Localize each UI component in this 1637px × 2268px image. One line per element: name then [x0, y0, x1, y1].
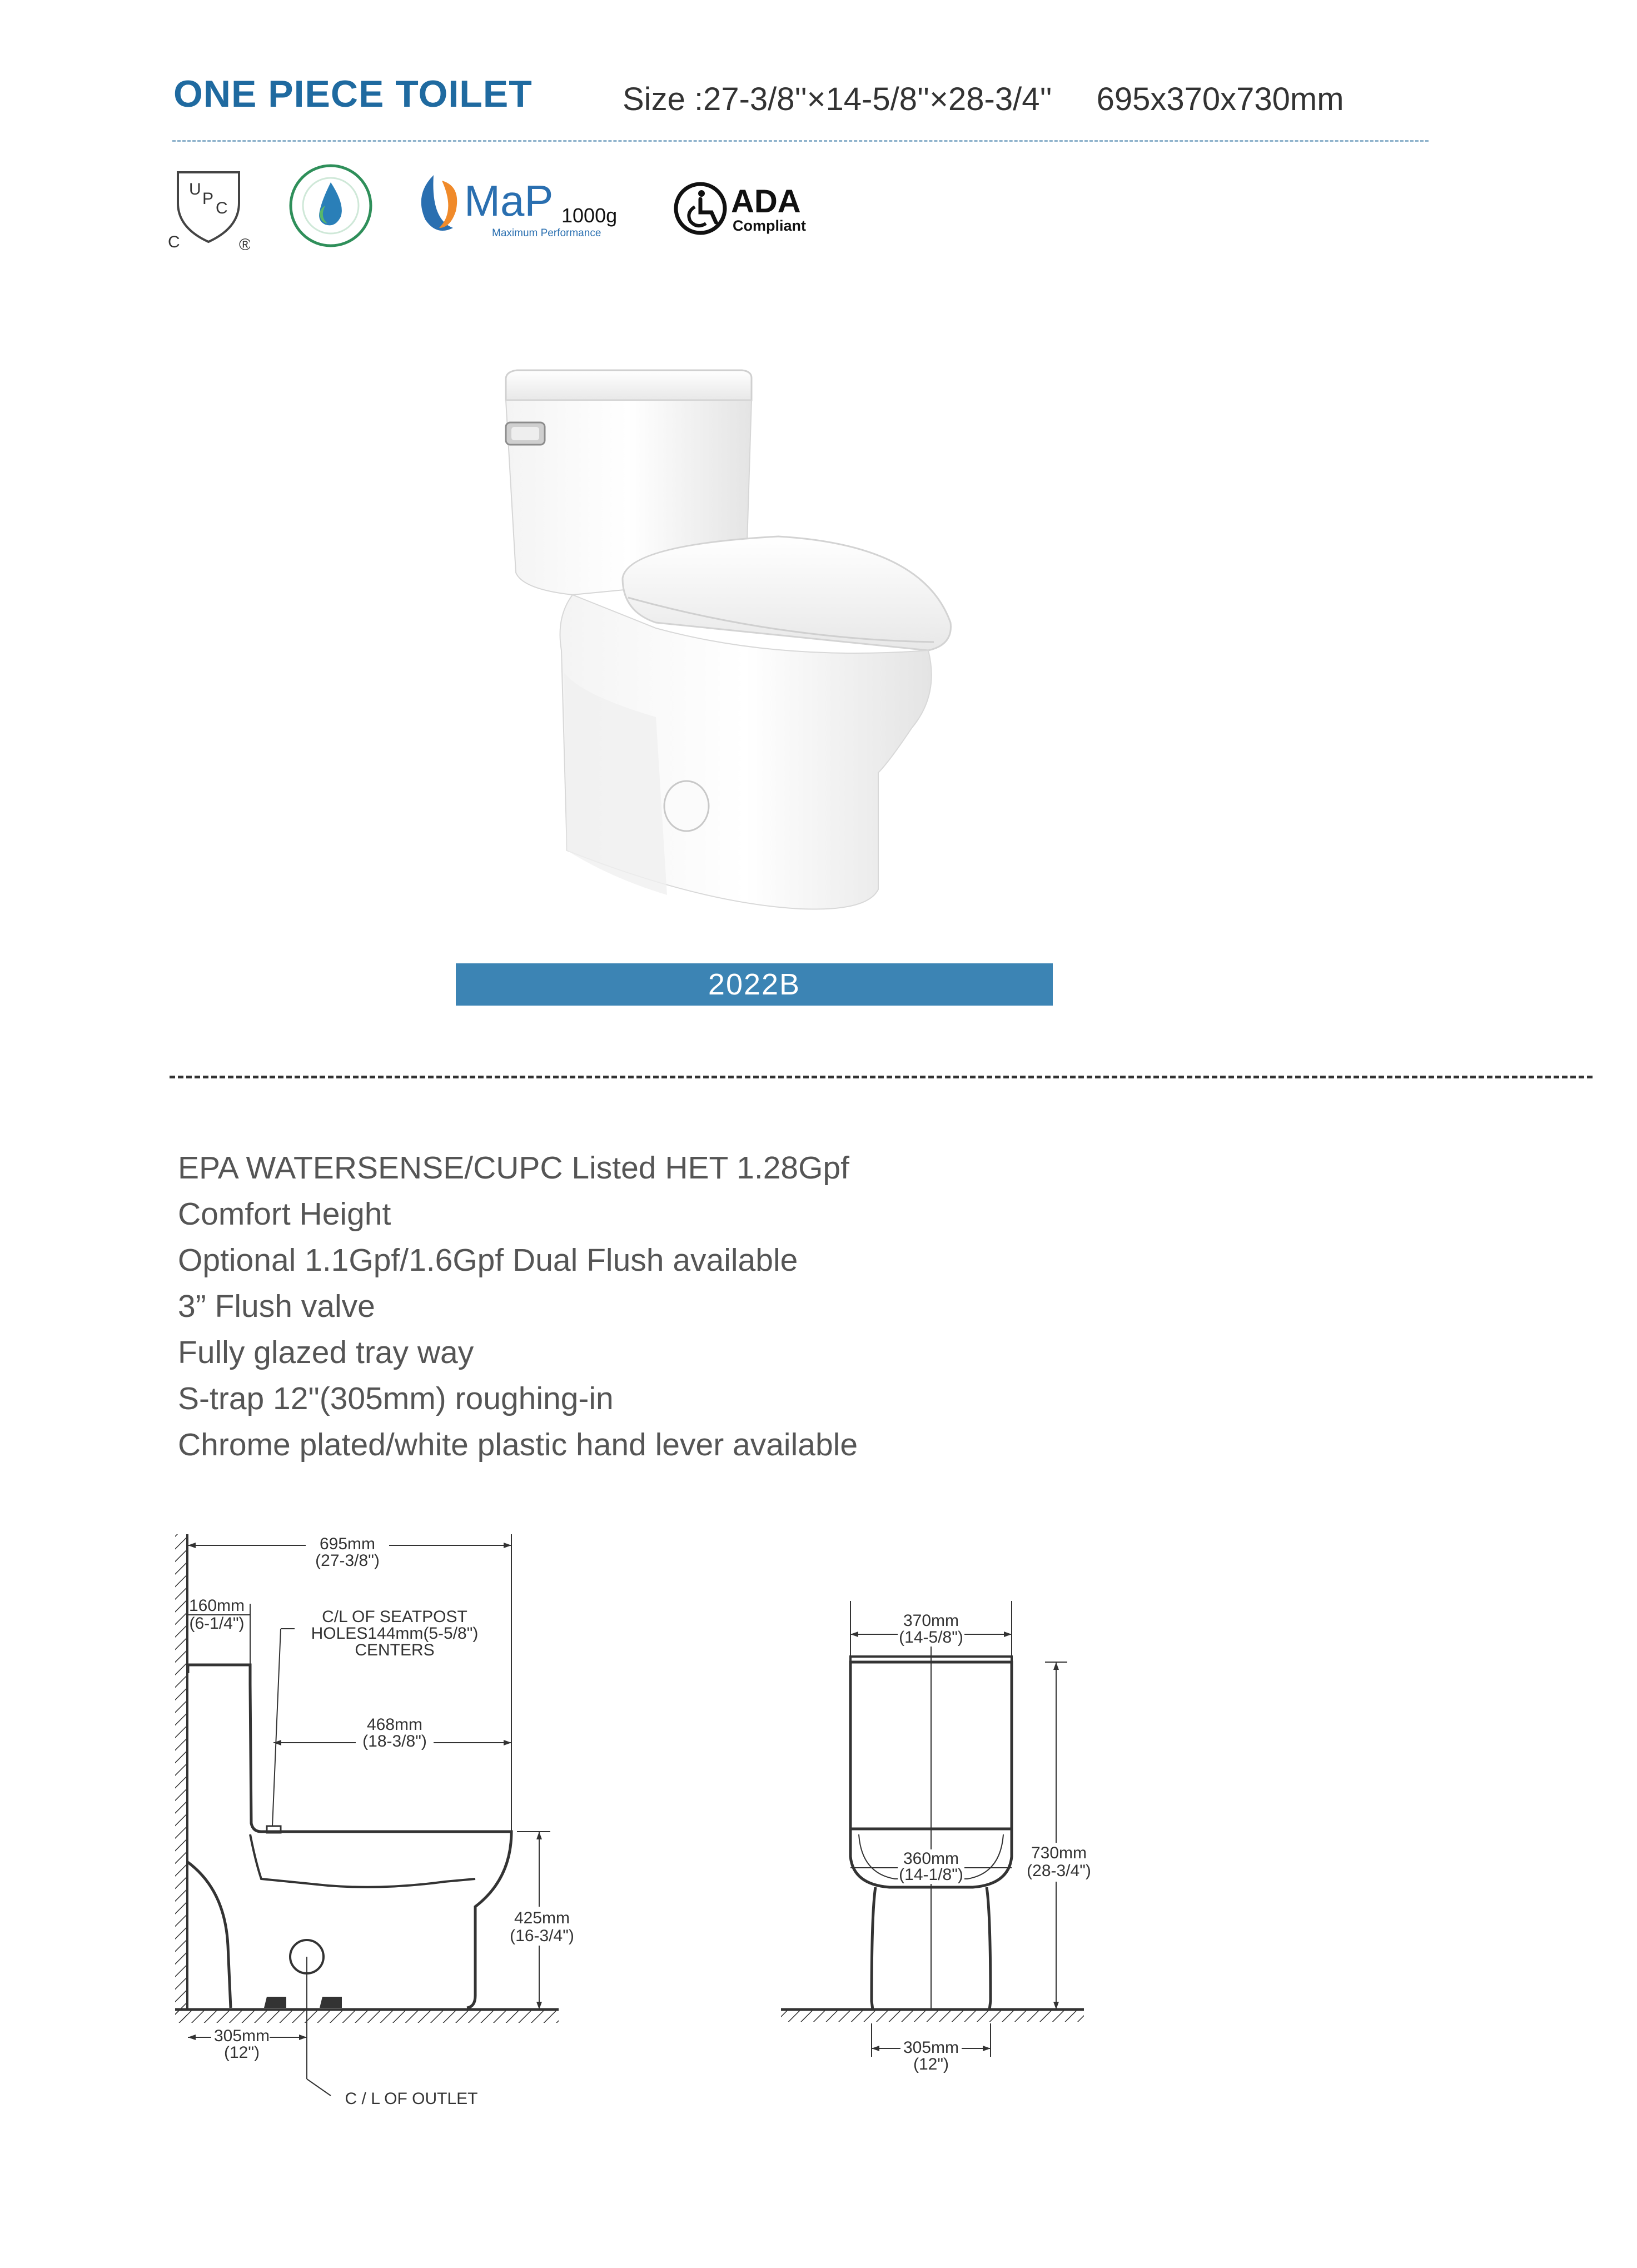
svg-text:C: C: [216, 199, 228, 217]
dim-seat-height-in: (16-3/4"): [510, 1927, 574, 1945]
seatpost-note-line1: C/L OF SEATPOST: [322, 1608, 467, 1626]
dim-front-height-in: (28-3/4"): [1027, 1862, 1091, 1880]
seatpost-note-line2: HOLES144mm(5-5/8"): [311, 1624, 479, 1643]
ada-sublabel: Compliant: [733, 217, 806, 234]
map-rating: 1000g: [561, 204, 618, 227]
feature-item: Comfort Height: [178, 1196, 391, 1232]
dim-front-width-mm: 370mm: [903, 1612, 959, 1630]
feature-item: S-trap 12"(305mm) roughing-in: [178, 1381, 614, 1416]
dim-base-mm: 305mm: [903, 2038, 959, 2057]
feature-item: Optional 1.1Gpf/1.6Gpf Dual Flush available: [178, 1242, 798, 1278]
map-logo-icon: [411, 167, 645, 245]
upc-c-mark: C: [168, 233, 180, 251]
ada-label: ADA: [731, 183, 801, 220]
dim-seat-height-mm: 425mm: [514, 1909, 570, 1927]
size-mm: 695x370x730mm: [1096, 81, 1344, 117]
header-divider: [172, 140, 1429, 142]
feature-item: EPA WATERSENSE/CUPC Listed HET 1.28Gpf: [178, 1150, 849, 1186]
seatpost-note-line3: CENTERS: [355, 1641, 435, 1659]
size-spec: [623, 81, 1344, 118]
feature-item: Fully glazed tray way: [178, 1335, 474, 1370]
feature-list: [178, 1145, 858, 1468]
section-divider: [170, 1076, 1593, 1078]
dim-front-width-in: (14-5/8"): [899, 1628, 963, 1647]
outlet-note: C / L OF OUTLET: [345, 2090, 478, 2108]
size-inches: Size :27-3/8''×14-5/8''×28-3/4'': [623, 81, 1052, 117]
upc-r-mark: ®: [239, 236, 250, 253]
wheelchair-icon: [676, 184, 725, 233]
dim-overall-length-mm: 695mm: [319, 1535, 376, 1553]
dim-tank-depth-in: (6-1/4"): [189, 1614, 245, 1633]
map-brand: MaP: [464, 176, 554, 225]
dim-bowl-width-in: (14-1/8"): [899, 1866, 963, 1884]
dim-tank-depth-mm: 160mm: [188, 1596, 245, 1615]
feature-item: 3” Flush valve: [178, 1289, 375, 1324]
feature-item: Chrome plated/white plastic hand lever available: [178, 1427, 858, 1463]
dim-rough-in-in: (12"): [224, 2043, 260, 2062]
watersense-drop-icon: [286, 161, 375, 250]
front-view-drawing: [778, 1579, 1123, 2090]
model-number-bar: 2022B: [456, 963, 1053, 1006]
ada-badge: [673, 178, 839, 239]
dim-overall-length-in: (27-3/8"): [315, 1551, 380, 1570]
upc-shield-icon: [167, 164, 250, 253]
map-tagline: Maximum Performance: [492, 227, 601, 239]
dim-base-in: (12"): [913, 2055, 949, 2073]
dim-front-height-mm: 730mm: [1031, 1844, 1087, 1862]
toilet-product-photo: [489, 361, 973, 917]
dim-seatpost-front-in: (18-3/8"): [362, 1732, 427, 1750]
page-title: ONE PIECE TOILET: [173, 73, 533, 115]
svg-text:P: P: [202, 190, 214, 208]
side-view-drawing: [150, 1523, 595, 2135]
upc-letter: U: [189, 180, 201, 198]
dim-rough-in-mm: 305mm: [213, 2027, 270, 2045]
dim-bowl-width-mm: 360mm: [903, 1849, 959, 1868]
dim-seatpost-front-mm: 468mm: [366, 1715, 423, 1734]
